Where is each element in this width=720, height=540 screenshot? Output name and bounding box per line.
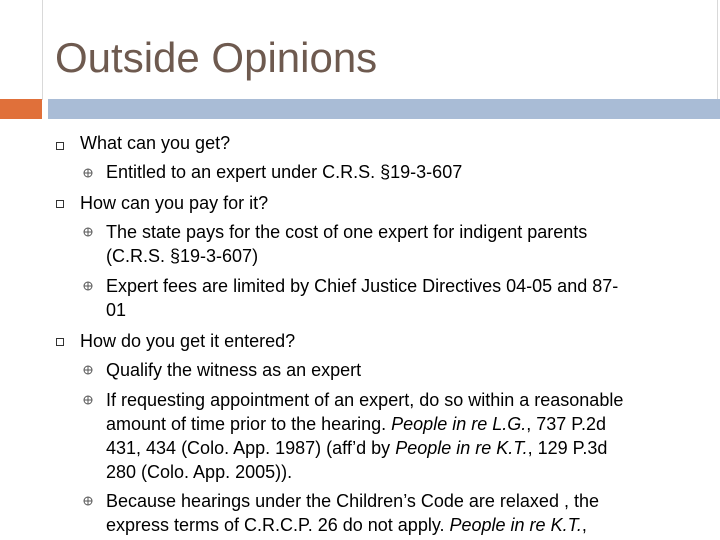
bullet-q3-b-line4: 280 (Colo. App. 2005)). <box>106 462 293 482</box>
bullet-q3-c-line2 <box>106 514 587 536</box>
square-bullet-icon <box>56 142 64 150</box>
text-span: amount of time prior to the hearing. <box>106 414 392 434</box>
circle-target-bullet-icon <box>83 168 93 178</box>
circle-target-bullet-icon <box>83 496 93 506</box>
bullet-q2-a-line2: (C.R.S. §19-3-607) <box>106 246 259 266</box>
text-span: express terms of C.R.C.P. 26 do not apply. <box>106 515 450 535</box>
bullet-q3-b-line2 <box>106 413 606 435</box>
circle-target-bullet-icon <box>83 281 93 291</box>
case-citation: People in re K.T. <box>395 438 528 458</box>
slide-title: Outside Opinions <box>55 34 378 81</box>
bullet-q1: What can you get? <box>80 133 231 153</box>
text-span: , 129 P.3d <box>527 438 608 458</box>
bullet-q3-c-line1: Because hearings under the Children’s Code are relaxed , the <box>106 491 599 511</box>
text-span: 431, 434 (Colo. App. 1987) (aff’d by <box>106 438 396 458</box>
bullet-q2-a-line1: The state pays for the cost of one expert for indigent parents <box>106 222 588 242</box>
circle-target-bullet-icon <box>83 227 93 237</box>
text-span: , <box>581 515 587 535</box>
bullet-q3-b-line1: If requesting appointment of an expert, do so within a reasonable <box>106 390 624 410</box>
case-citation: People in re L.G. <box>391 414 527 434</box>
case-citation: People in re K.T. <box>449 515 582 535</box>
bullet-q3-b-line3 <box>106 437 607 459</box>
square-bullet-icon <box>56 338 64 346</box>
bullet-q2: How can you pay for it? <box>80 193 269 213</box>
bullet-q2-b-line2: 01 <box>106 300 127 320</box>
circle-target-bullet-icon <box>83 395 93 405</box>
bullet-q3: How do you get it entered? <box>80 331 296 351</box>
circle-target-bullet-icon <box>83 365 93 375</box>
bullet-q3-a: Qualify the witness as an expert <box>106 360 362 380</box>
text-span: , 737 P.2d <box>526 414 606 434</box>
blue-accent-bar <box>48 99 720 119</box>
square-bullet-icon <box>56 200 64 208</box>
bullet-q1-a: Entitled to an expert under C.R.S. §19-3-607 <box>106 162 463 182</box>
bullet-q2-b-line1: Expert fees are limited by Chief Justice Directives 04-05 and 87- <box>106 276 619 296</box>
orange-accent-bar <box>0 99 42 119</box>
